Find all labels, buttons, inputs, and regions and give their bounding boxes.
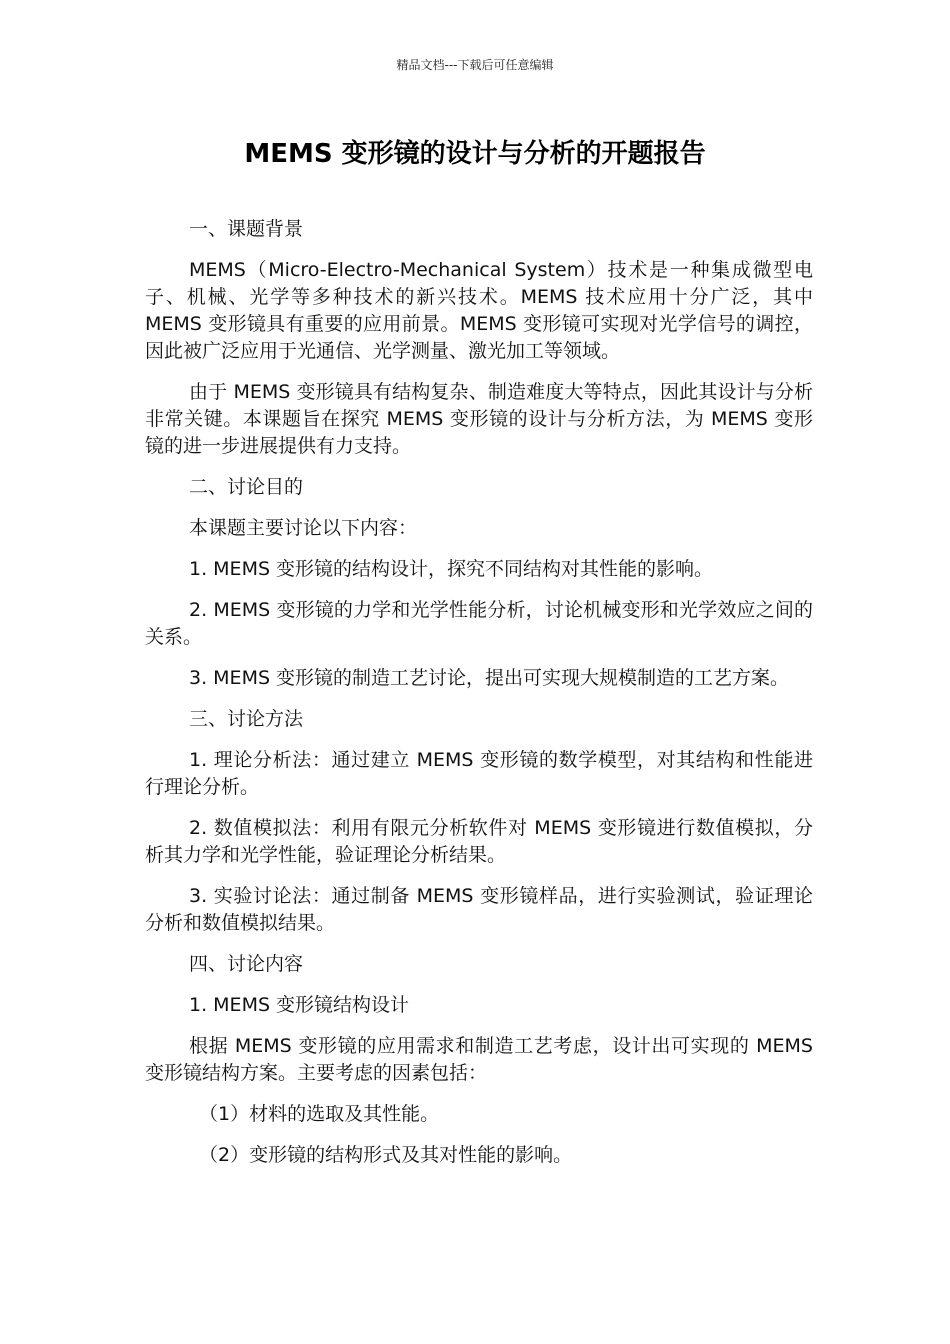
list-item-factor-2: （2）变形镜的结构形式及其对性能的影响。 (199, 1144, 573, 1166)
paragraph-purpose-intro: 本课题主要讨论以下内容： (189, 517, 418, 539)
paragraph-structure-design: 根据 MEMS 变形镜的应用需求和制造工艺考虑，设计出可实现的 MEMS 变形镜结构方案。主要考虑的因素包括： (145, 1035, 813, 1084)
section-heading-purpose: 二、讨论目的 (189, 476, 304, 498)
list-item-method-1: 1. 理论分析法：通过建立 MEMS 变形镜的数学模型，对其结构和性能进行理论分析。 (145, 749, 813, 798)
subheading-structure-design: 1. MEMS 变形镜结构设计 (189, 994, 410, 1016)
document-body (145, 216, 813, 1183)
paragraph-background-2: 由于 MEMS 变形镜具有结构复杂、制造难度大等特点，因此其设计与分析非常关键。本课题旨在探究 MEMS 变形镜的设计与分析方法，为 MEMS 变形镜的进一步进展提供有力支持。 (145, 381, 813, 457)
document-title: MEMS 变形镜的设计与分析的开题报告 (244, 139, 706, 169)
list-item-method-3: 3. 实验讨论法：通过制备 MEMS 变形镜样品，进行实验测试，验证理论分析和数值模拟结果。 (145, 885, 813, 934)
section-heading-content: 四、讨论内容 (189, 953, 304, 975)
paragraph-background-1: MEMS（Micro-Electro-Mechanical System）技术是一种集成微型电子、机械、光学等多种技术的新兴技术。MEMS 技术应用十分广泛，其中 MEMS 变形镜具有重要的应用前景。MEMS 变形镜可实现对光学信号的调控，因此被广泛应用于光通信、光学测量、激光加工等领域。 (145, 259, 813, 362)
section-heading-background: 一、课题背景 (189, 218, 304, 240)
list-item-factor-1: （1）材料的选取及其性能。 (199, 1103, 440, 1125)
list-item-purpose-2: 2. MEMS 变形镜的力学和光学性能分析，讨论机械变形和光学效应之间的关系。 (145, 599, 813, 648)
list-item-method-2: 2. 数值模拟法：利用有限元分析软件对 MEMS 变形镜进行数值模拟，分析其力学和光学性能，验证理论分析结果。 (145, 817, 813, 866)
section-heading-methods: 三、讨论方法 (189, 708, 304, 730)
page-header-watermark: 精品文档---下载后可任意编辑 (396, 58, 554, 72)
list-item-purpose-1: 1. MEMS 变形镜的结构设计，探究不同结构对其性能的影响。 (189, 558, 714, 580)
list-item-purpose-3: 3. MEMS 变形镜的制造工艺讨论，提出可实现大规模制造的工艺方案。 (189, 667, 790, 689)
